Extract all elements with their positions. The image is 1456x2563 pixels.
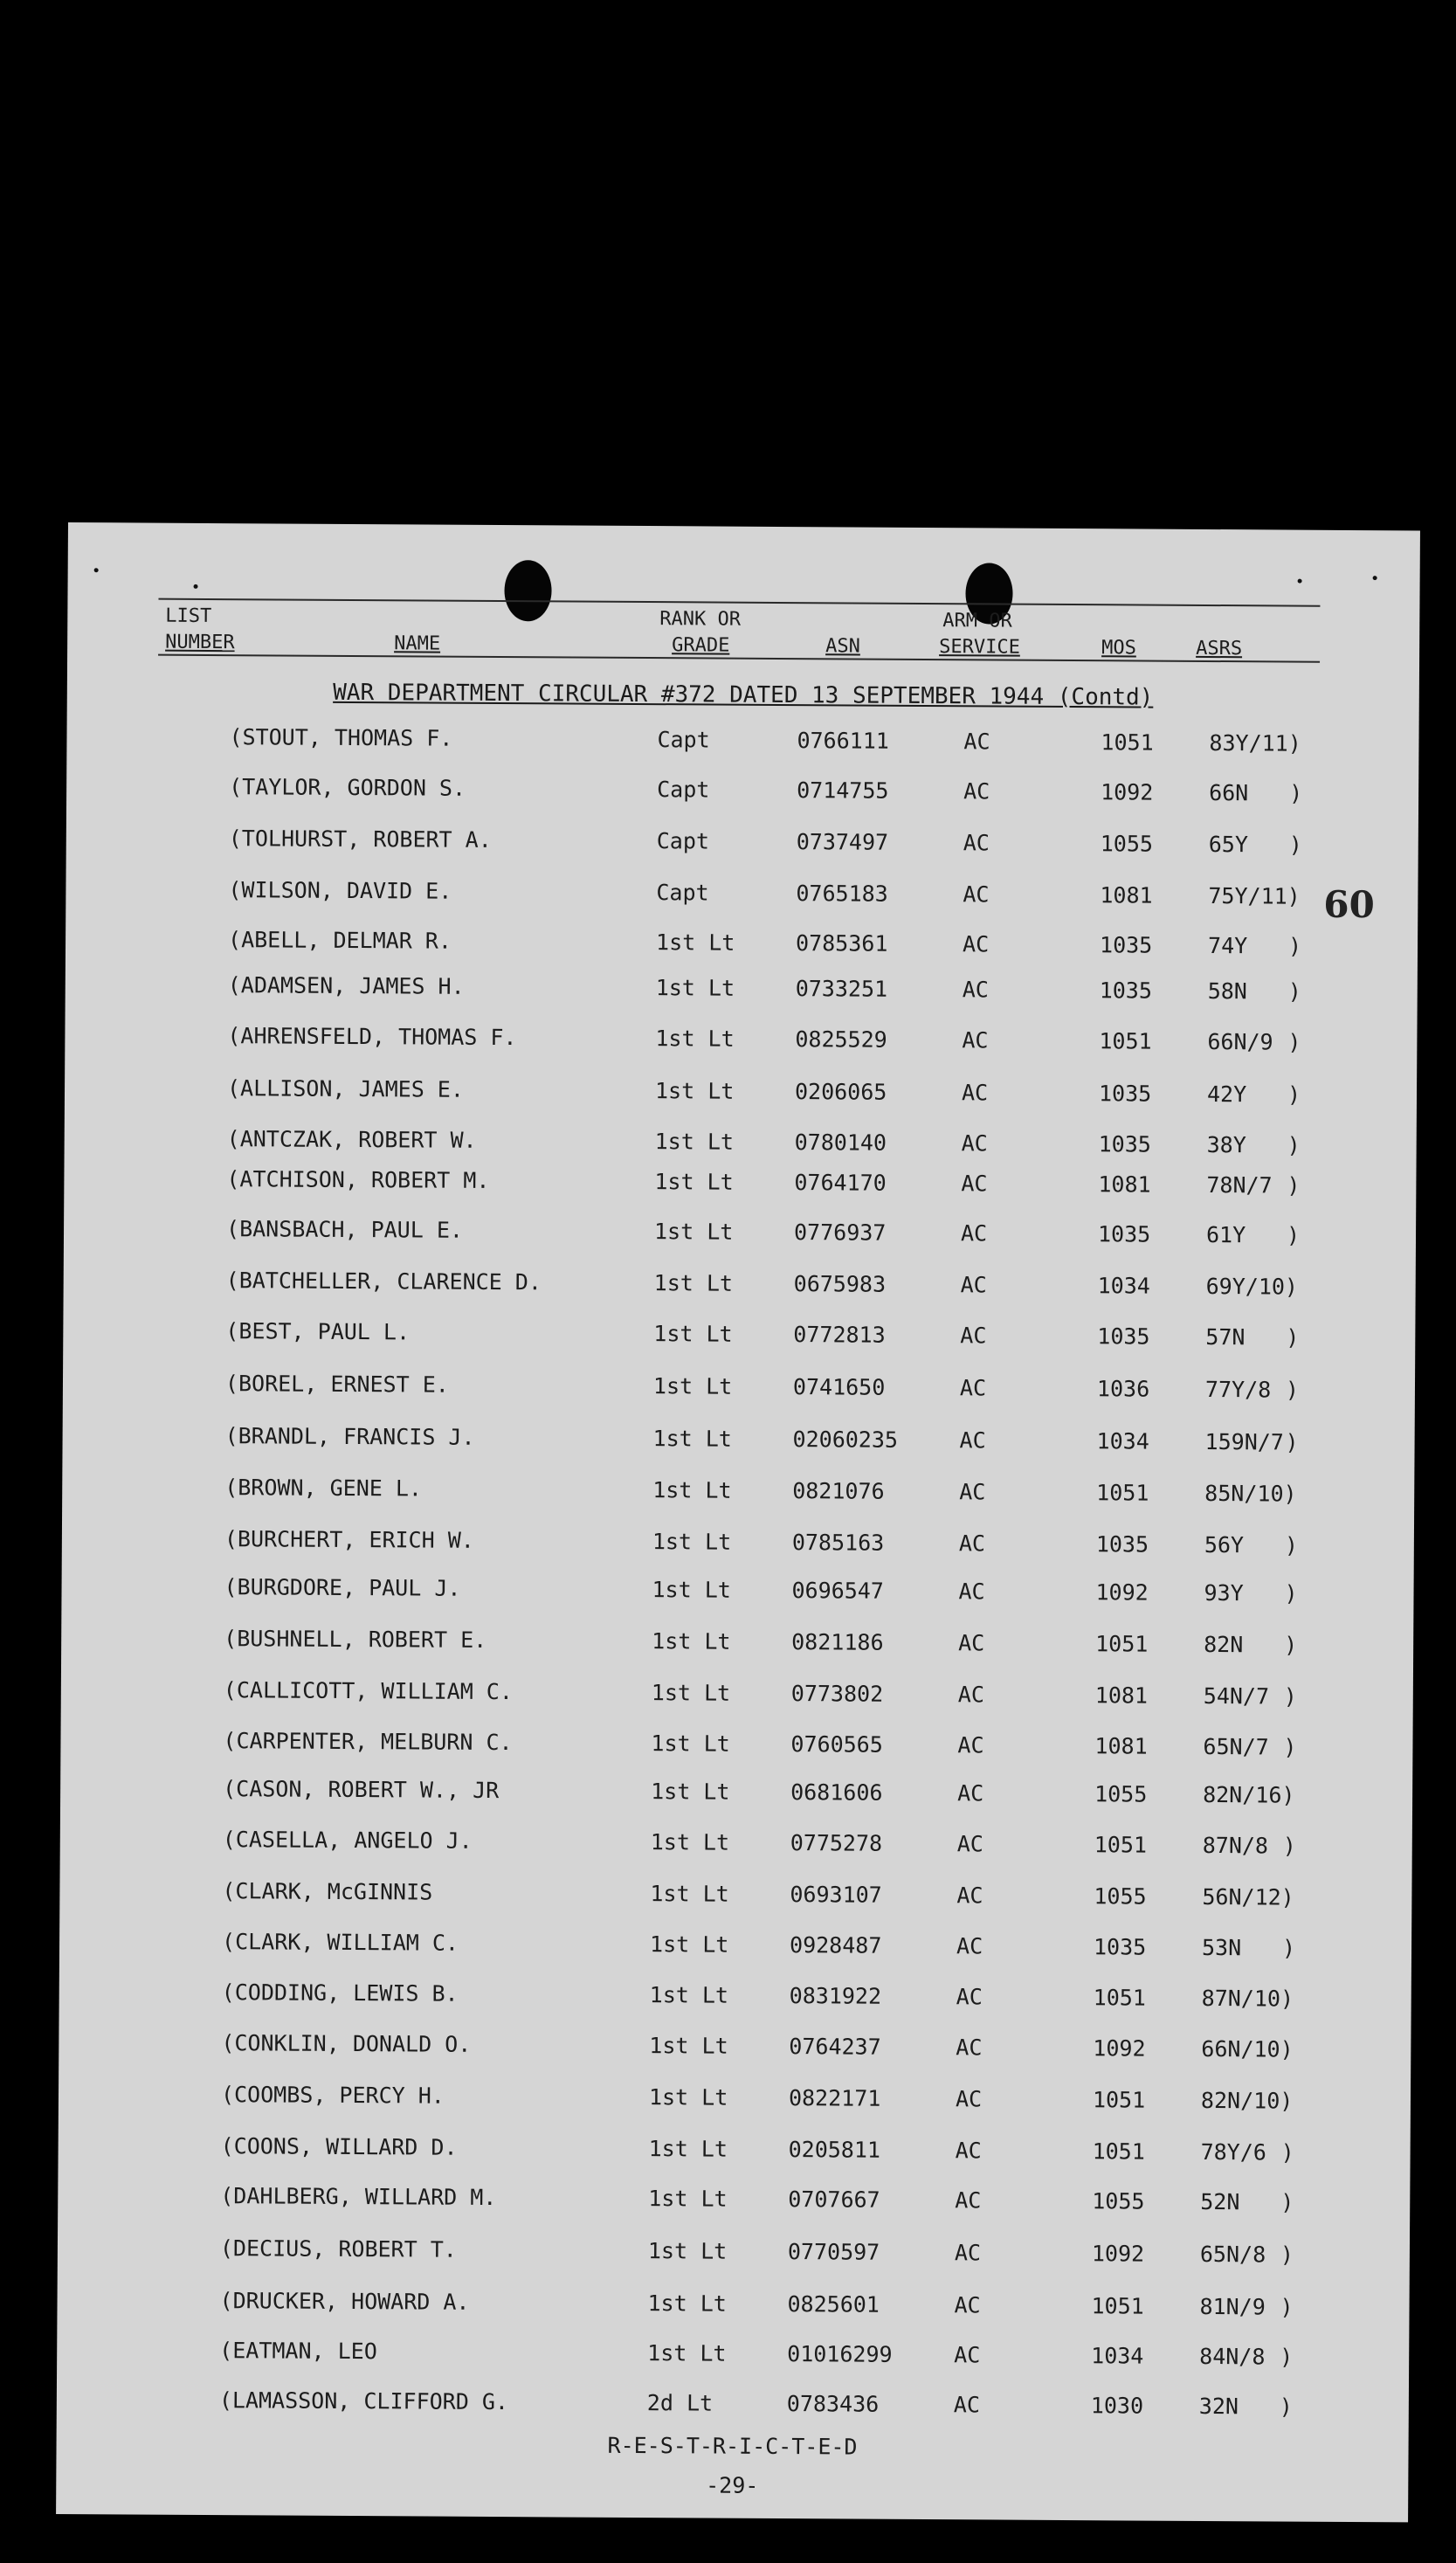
asrs-cell: 82N	[1204, 1631, 1244, 1658]
name-cell: (BUSHNELL, ROBERT E.	[224, 1626, 487, 1653]
table-row	[65, 1125, 1417, 1164]
bracket-cell: )	[1287, 933, 1302, 959]
mos-cell: 1051	[1096, 1480, 1149, 1506]
bracket-cell: )	[1287, 1081, 1301, 1108]
mos-cell: 1035	[1093, 1934, 1147, 1960]
name-cell: (EATMAN, LEO	[219, 2338, 377, 2365]
asn-cell: 0765183	[796, 881, 888, 907]
mos-cell: 1035	[1095, 1531, 1149, 1558]
rank-cell: 1st Lt	[647, 2238, 728, 2264]
mos-cell: 1034	[1091, 2343, 1144, 2369]
rank-cell: 1st Lt	[653, 1219, 734, 1245]
header-name: NAME	[394, 632, 441, 655]
name-cell: (WILSON, DAVID E.	[228, 877, 452, 904]
table-row	[63, 1370, 1415, 1409]
rank-cell: 1st Lt	[647, 2290, 727, 2317]
asn-cell: 0783436	[786, 2391, 880, 2417]
table-row	[57, 2287, 1409, 2326]
name-cell: (CODDING, LEWIS B.	[221, 1979, 459, 2007]
asrs-cell: 69Y/10)	[1205, 1273, 1299, 1300]
rank-cell: 1st Lt	[654, 1129, 735, 1155]
mos-cell: 1055	[1094, 1781, 1148, 1807]
table-row	[61, 1676, 1413, 1716]
mos-cell: 1092	[1093, 2035, 1146, 2062]
rank-cell: 1st Lt	[655, 1026, 735, 1052]
name-cell: (CONKLIN, DONALD O.	[221, 2030, 472, 2057]
rank-cell: 1st Lt	[652, 1529, 732, 1555]
asrs-cell: 56Y	[1204, 1531, 1245, 1558]
rank-cell: 1st Lt	[650, 1881, 729, 1907]
bracket-cell: )	[1287, 1172, 1301, 1199]
service-cell: AC	[958, 1530, 986, 1557]
name-cell: (AHRENSFELD, THOMAS F.	[227, 1023, 517, 1051]
table-row	[65, 1074, 1417, 1114]
table-row	[62, 1474, 1414, 1513]
bracket-cell: )	[1280, 2139, 1294, 2166]
asn-cell: 0681606	[790, 1779, 883, 1806]
table-row	[60, 1826, 1412, 1865]
service-cell: AC	[956, 1831, 983, 1857]
service-cell: AC	[961, 1171, 988, 1197]
table-row	[61, 1625, 1413, 1664]
name-cell: (BROWN, GENE L.	[224, 1475, 423, 1502]
mos-cell: 1035	[1099, 932, 1153, 958]
mos-cell: 1035	[1097, 1221, 1151, 1247]
asrs-cell: 32N	[1198, 2393, 1239, 2420]
margin-page-number: 60	[1323, 882, 1375, 927]
rank-cell: 1st Lt	[651, 1680, 731, 1706]
asrs-cell: 57N	[1205, 1323, 1246, 1351]
table-row	[57, 2337, 1409, 2376]
table-row	[62, 1525, 1414, 1565]
rank-cell: 1st Lt	[647, 2340, 727, 2366]
bracket-cell: )	[1286, 1324, 1300, 1351]
bracket-cell: )	[1283, 1734, 1297, 1760]
name-cell: (COONS, WILLARD D.	[220, 2133, 458, 2160]
mos-cell: 1035	[1097, 1323, 1150, 1350]
rank-cell: 1st Lt	[652, 1628, 731, 1655]
service-cell: AC	[962, 1027, 989, 1054]
asn-cell: 0776937	[793, 1219, 887, 1246]
rank-cell: 1st Lt	[649, 1931, 729, 1958]
mos-cell: 1092	[1091, 2241, 1145, 2267]
table-row	[59, 2081, 1411, 2120]
table-row	[66, 971, 1418, 1011]
asrs-cell: 53N	[1201, 1934, 1242, 1961]
name-cell: (LAMASSON, CLIFFORD G.	[218, 2387, 509, 2415]
service-cell: AC	[959, 1479, 986, 1505]
asrs-cell: 66N	[1209, 779, 1249, 806]
table-row	[57, 2387, 1409, 2426]
asn-cell: 0825529	[795, 1026, 887, 1053]
name-cell: (ABELL, DELMAR R.	[227, 927, 452, 954]
asrs-cell: 78N/7	[1206, 1171, 1273, 1199]
asrs-cell: 82N/10)	[1200, 2087, 1294, 2114]
asn-cell: 0714755	[797, 777, 889, 804]
mos-cell: 1092	[1095, 1579, 1149, 1606]
service-cell: AC	[954, 2240, 982, 2266]
asrs-cell: 65Y	[1208, 831, 1249, 858]
bracket-cell: )	[1287, 1132, 1301, 1158]
mos-cell: 1030	[1090, 2393, 1144, 2419]
asrs-cell: 61Y	[1205, 1221, 1246, 1248]
mos-cell: 1081	[1094, 1682, 1149, 1709]
name-cell: (BRANDL, FRANCIS J.	[224, 1423, 475, 1450]
asn-cell: 0764237	[789, 2034, 881, 2060]
asn-cell: 0707667	[788, 2186, 880, 2213]
rank-cell: 1st Lt	[654, 1169, 734, 1195]
asrs-cell: 65N/8	[1199, 2241, 1266, 2268]
rank-cell: 1st Lt	[653, 1270, 734, 1296]
name-cell: (DRUCKER, HOWARD A.	[219, 2288, 470, 2315]
asrs-cell: 82N/16)	[1203, 1781, 1295, 1808]
name-cell: (TOLHURST, ROBERT A.	[228, 826, 492, 853]
table-row	[59, 2132, 1411, 2172]
bracket-cell: )	[1286, 1222, 1301, 1248]
header-asrs: ASRS	[1196, 637, 1243, 660]
asn-cell: 0822171	[788, 2085, 881, 2111]
table-row	[60, 1775, 1412, 1814]
asrs-cell: 74Y	[1207, 932, 1248, 959]
rank-cell: 2d Lt	[646, 2390, 714, 2416]
mos-cell: 1081	[1094, 1733, 1148, 1759]
rank-cell: 1st Lt	[648, 2136, 728, 2162]
asrs-cell: 84N/8	[1199, 2343, 1266, 2370]
table-row	[66, 773, 1418, 812]
asrs-cell: 78Y/6	[1200, 2138, 1266, 2166]
mos-cell: 1051	[1101, 729, 1154, 756]
asn-cell: 0770597	[787, 2239, 880, 2265]
asn-cell: 0733251	[795, 976, 888, 1002]
bracket-cell: )	[1283, 1683, 1297, 1710]
asn-cell: 0821186	[791, 1629, 884, 1655]
mos-cell: 1051	[1092, 2138, 1145, 2165]
rank-cell: 1st Lt	[653, 1321, 733, 1347]
rank-cell: Capt	[657, 777, 710, 803]
rank-cell: 1st Lt	[655, 975, 735, 1001]
rank-cell: 1st Lt	[654, 1078, 735, 1104]
bracket-cell: )	[1288, 832, 1302, 858]
name-cell: (ADAMSEN, JAMES H.	[227, 972, 465, 999]
table-row	[66, 825, 1418, 864]
bracket-cell: )	[1289, 780, 1303, 806]
table-row	[66, 876, 1418, 915]
service-cell: AC	[956, 1933, 983, 1959]
rank-cell: 1st Lt	[651, 1731, 730, 1757]
service-cell: AC	[956, 1984, 983, 2010]
table-row	[59, 1979, 1411, 2018]
rank-cell: 1st Lt	[652, 1426, 733, 1452]
name-cell: (DECIUS, ROBERT T.	[219, 2235, 457, 2262]
bracket-cell: )	[1281, 1935, 1296, 1961]
asn-cell: 0766111	[797, 728, 889, 754]
rank-cell: 1st Lt	[655, 929, 735, 956]
bracket-cell: )	[1280, 2344, 1294, 2370]
bracket-cell: )	[1284, 1580, 1298, 1606]
asrs-cell: 83Y/11)	[1209, 729, 1301, 756]
table-row	[59, 2029, 1411, 2069]
asn-cell: 0741650	[792, 1374, 886, 1400]
asrs-cell: 87N/10)	[1201, 1985, 1294, 2012]
asn-cell: 0693107	[790, 1882, 882, 1908]
service-cell: AC	[962, 931, 990, 957]
service-cell: AC	[959, 1375, 987, 1401]
asn-cell: 0785163	[791, 1530, 885, 1556]
name-cell: (CALLICOTT, WILLIAM C.	[223, 1677, 514, 1705]
bracket-cell: )	[1284, 1532, 1299, 1558]
rank-cell: Capt	[656, 880, 709, 906]
asn-cell: 0675983	[793, 1271, 887, 1297]
mos-cell: 1035	[1098, 1131, 1151, 1157]
mos-cell: 1035	[1098, 1081, 1152, 1107]
mos-cell: 1036	[1096, 1376, 1150, 1402]
service-cell: AC	[955, 2138, 982, 2164]
table-row	[59, 1877, 1411, 1917]
table-row	[62, 1422, 1414, 1461]
table-row	[60, 1727, 1412, 1766]
mos-cell: 1051	[1091, 2293, 1144, 2319]
asrs-cell: 93Y	[1204, 1579, 1244, 1606]
asn-cell: 0831922	[789, 1983, 882, 2009]
rank-cell: 1st Lt	[650, 1829, 730, 1855]
name-cell: (BOREL, ERNEST E.	[224, 1371, 449, 1398]
mos-cell: 1051	[1094, 1832, 1148, 1858]
rank-cell: 1st Lt	[652, 1577, 731, 1603]
asrs-cell: 42Y	[1206, 1081, 1247, 1108]
mos-cell: 1034	[1097, 1273, 1150, 1299]
mos-cell: 1035	[1099, 978, 1153, 1004]
speck	[1298, 579, 1302, 584]
table-row	[65, 1022, 1417, 1061]
asrs-cell: 87N/8	[1202, 1832, 1269, 1859]
asn-cell: 0764170	[794, 1170, 887, 1196]
table-row	[66, 926, 1418, 965]
name-cell: (BEST, PAUL L.	[225, 1318, 411, 1345]
bracket-cell: )	[1285, 1429, 1299, 1455]
mos-cell: 1055	[1094, 1883, 1147, 1910]
asrs-cell: 81N/9	[1199, 2293, 1266, 2320]
header-rank-grade: RANK OR GRADE	[659, 608, 742, 657]
asrs-cell: 52N	[1200, 2188, 1240, 2215]
asn-cell: 0775278	[790, 1830, 883, 1856]
mos-cell: 1051	[1093, 1985, 1147, 2011]
table-row	[59, 1928, 1411, 1967]
service-cell: AC	[963, 729, 990, 755]
circular-title: WAR DEPARTMENT CIRCULAR #372 DATED 13 SEPTEMBER 1944 (Contd)	[333, 679, 1154, 711]
service-cell: AC	[960, 1323, 987, 1349]
service-cell: AC	[955, 2187, 982, 2214]
bracket-cell: )	[1284, 1632, 1298, 1658]
mos-cell: 1055	[1092, 2188, 1145, 2214]
asn-cell: 0206065	[794, 1079, 887, 1105]
service-cell: AC	[957, 1732, 984, 1758]
rank-cell: Capt	[656, 828, 710, 854]
service-cell: AC	[958, 1630, 985, 1656]
service-cell: AC	[960, 1220, 988, 1247]
asrs-cell: 56N/12)	[1202, 1883, 1294, 1910]
rank-cell: 1st Lt	[649, 1982, 729, 2008]
mos-cell: 1051	[1099, 1028, 1152, 1054]
mos-cell: 1092	[1101, 779, 1154, 805]
speck	[1373, 576, 1377, 580]
header-asn: ASN	[825, 635, 860, 658]
name-cell: (BURCHERT, ERICH W.	[224, 1526, 474, 1553]
header-arm-service: ARM OR SERVICE	[939, 610, 1020, 659]
rank-cell: 1st Lt	[648, 2186, 728, 2212]
page-number: -29-	[706, 2472, 759, 2498]
service-cell: AC	[957, 1682, 985, 1708]
asn-cell: 0772813	[793, 1322, 886, 1348]
service-cell: AC	[954, 2342, 981, 2368]
service-cell: AC	[958, 1579, 985, 1605]
table-row	[58, 2182, 1410, 2221]
service-cell: AC	[961, 1080, 989, 1106]
asn-cell: 0928487	[789, 1932, 882, 1959]
bracket-cell: )	[1285, 1377, 1300, 1403]
bracket-cell: )	[1280, 2189, 1294, 2215]
bracket-cell: )	[1287, 978, 1301, 1005]
asrs-cell: 58N	[1207, 978, 1247, 1005]
service-cell: AC	[963, 830, 990, 856]
asrs-cell: 38Y	[1206, 1131, 1246, 1158]
asrs-cell: 77Y/8	[1204, 1376, 1272, 1403]
speck	[194, 584, 198, 589]
name-cell: (CLARK, WILLIAM C.	[221, 1929, 459, 1956]
service-cell: AC	[961, 1130, 988, 1157]
bracket-cell: )	[1280, 2294, 1294, 2320]
bracket-cell: )	[1279, 2394, 1294, 2420]
rank-cell: 1st Lt	[649, 2033, 728, 2059]
rank-cell: 1st Lt	[651, 1779, 730, 1805]
service-cell: AC	[959, 1427, 986, 1454]
mos-cell: 1081	[1100, 882, 1153, 908]
restricted-marking: R-E-S-T-R-I-C-T-E-D	[607, 2432, 858, 2460]
rank-cell: 1st Lt	[652, 1373, 733, 1399]
name-cell: (ATCHISON, ROBERT M.	[226, 1166, 490, 1193]
service-cell: AC	[954, 2292, 981, 2318]
mos-cell: 1051	[1095, 1631, 1149, 1657]
asn-cell: 01016299	[787, 2341, 893, 2367]
service-cell: AC	[960, 1272, 987, 1298]
bracket-cell: )	[1287, 1029, 1301, 1055]
service-cell: AC	[957, 1780, 984, 1807]
service-cell: AC	[956, 2035, 983, 2061]
service-cell: AC	[962, 977, 989, 1003]
service-cell: AC	[963, 881, 990, 908]
name-cell: (DAHLBERG, WILLARD M.	[220, 2183, 497, 2211]
asrs-cell: 66N/10)	[1201, 2035, 1294, 2062]
mos-cell: 1034	[1096, 1428, 1149, 1454]
table-row	[66, 723, 1418, 763]
name-cell: (ANTCZAK, ROBERT W.	[226, 1126, 477, 1153]
asrs-cell: 75Y/11)	[1208, 882, 1301, 909]
mos-cell: 1055	[1100, 831, 1154, 857]
asn-cell: 0785361	[795, 930, 888, 957]
asn-cell: 0825601	[787, 2291, 880, 2318]
name-cell: (CASELLA, ANGELO J.	[222, 1827, 473, 1854]
name-cell: (BURGDORE, PAUL J.	[224, 1574, 461, 1601]
header-list-number: LIST NUMBER	[165, 604, 235, 654]
name-cell: (BATCHELLER, CLARENCE D.	[225, 1268, 542, 1295]
table-row	[64, 1267, 1416, 1306]
asn-cell: 0737497	[796, 829, 889, 855]
mos-cell: 1051	[1092, 2087, 1146, 2113]
header-top-rule	[158, 598, 1320, 607]
table-row	[64, 1215, 1416, 1254]
asn-cell: 0780140	[794, 1130, 887, 1156]
asn-cell: 0205811	[788, 2137, 881, 2163]
service-cell: AC	[955, 2086, 983, 2112]
name-cell: (TAYLOR, GORDON S.	[229, 774, 466, 801]
name-cell: (CLARK, McGINNIS	[222, 1878, 433, 1905]
asn-cell: 0773802	[790, 1681, 884, 1707]
table-row	[63, 1317, 1415, 1357]
rank-cell: 1st Lt	[652, 1477, 732, 1503]
name-cell: (BANSBACH, PAUL E.	[225, 1216, 464, 1243]
asrs-cell: 66N/9	[1207, 1028, 1273, 1055]
asrs-cell: 65N/7	[1203, 1733, 1269, 1760]
bracket-cell: )	[1280, 2242, 1294, 2268]
punch-hole-left	[504, 560, 551, 621]
name-cell: (COOMBS, PERCY H.	[220, 2082, 445, 2109]
rank-cell: Capt	[657, 727, 710, 753]
name-cell: (CASON, ROBERT W., JR	[223, 1776, 500, 1804]
asn-cell: 0821076	[792, 1478, 885, 1504]
bracket-cell: )	[1282, 1833, 1296, 1859]
service-cell: AC	[953, 2392, 981, 2418]
asrs-cell: 54N/7	[1203, 1682, 1270, 1710]
table-row	[58, 2235, 1410, 2274]
asrs-cell: 85N/10)	[1204, 1480, 1297, 1507]
header-mos: MOS	[1101, 637, 1136, 660]
asn-cell: 0696547	[791, 1578, 884, 1604]
rank-cell: 1st Lt	[648, 2084, 728, 2111]
asrs-cell: 159N/7	[1204, 1428, 1284, 1455]
asn-cell: 0760565	[790, 1731, 883, 1758]
mos-cell: 1081	[1098, 1171, 1151, 1198]
name-cell: (ALLISON, JAMES E.	[226, 1075, 465, 1102]
service-cell: AC	[963, 778, 990, 805]
name-cell: (STOUT, THOMAS F.	[229, 724, 453, 751]
service-cell: AC	[956, 1883, 983, 1909]
speck	[94, 568, 99, 572]
document-page	[56, 522, 1420, 2522]
table-row	[64, 1165, 1416, 1205]
asn-cell: 02060235	[792, 1427, 899, 1453]
table-row	[61, 1573, 1413, 1613]
name-cell: (CARPENTER, MELBURN C.	[223, 1728, 513, 1756]
